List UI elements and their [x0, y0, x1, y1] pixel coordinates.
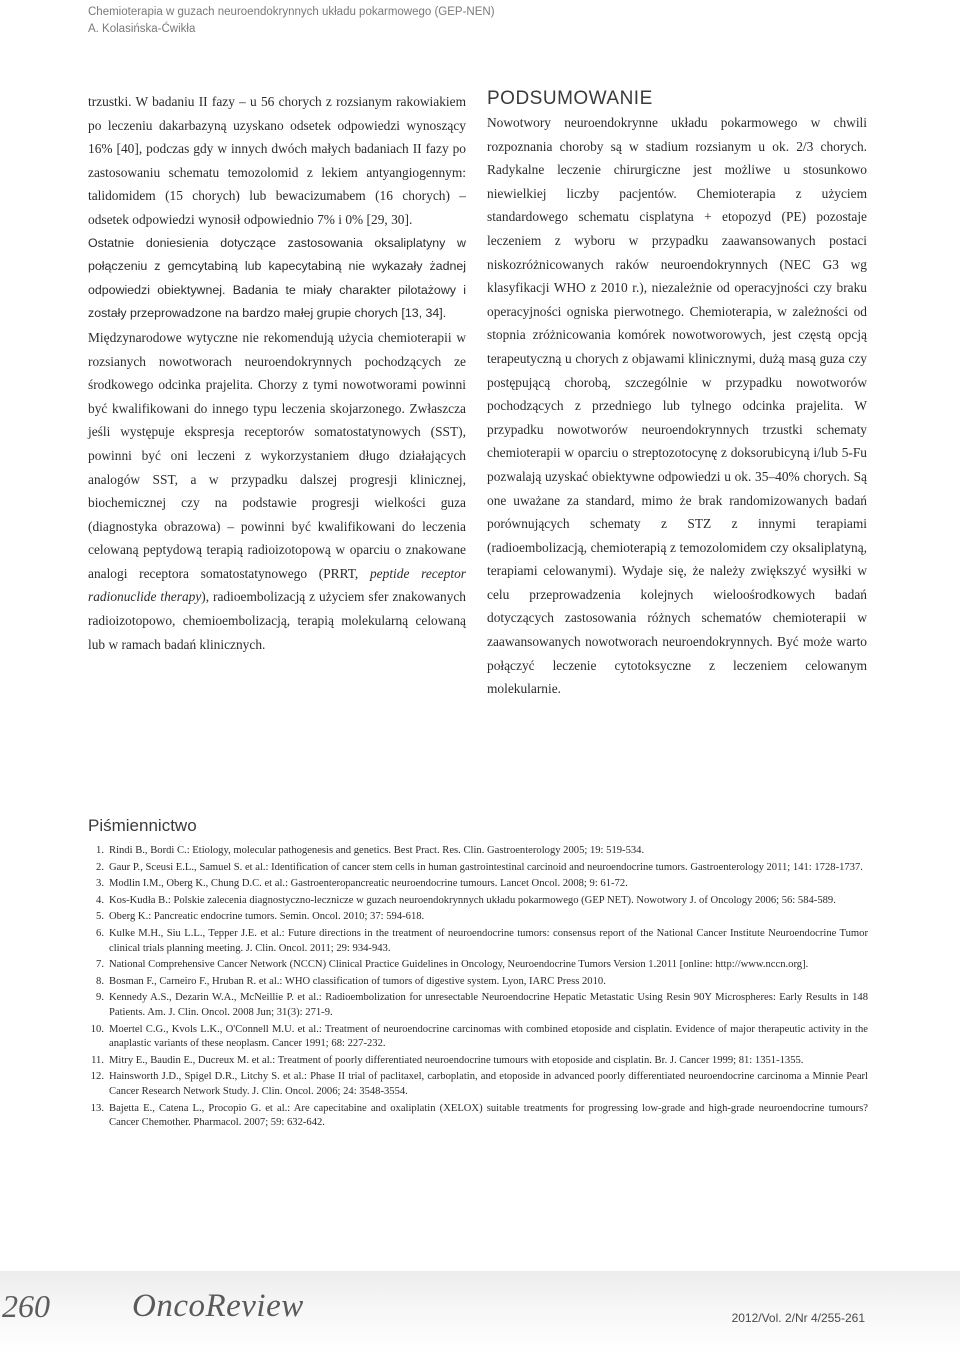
reference-number: 5.	[96, 911, 104, 923]
reference-number: 4.	[96, 894, 104, 906]
reference-text: Kulke M.H., Siu L.L., Tepper J.E. et al.: Future directions in the treatment of neuroendocrine tumors: consensus report of the National Cancer Institute Neuroendocrine Tumor clinical trials planning meeting. J. Clin. Oncol. 2011; 29: 934-943.	[109, 927, 868, 954]
reference-number: 13.	[90, 1102, 104, 1114]
reference-number: 6.	[96, 927, 104, 939]
reference-text: Kos-Kudła B.: Polskie zalecenia diagnostyczno-lecznicze w guzach neuroendokrynnych układu pokarmowego (GEP NET). Nowotwory J. of Oncology 2006; 56: 584-589.	[109, 894, 836, 906]
reference-text: Rindi B., Bordi C.: Etiology, molecular pathogenesis and genetics. Best Pract. Res. Clin. Gastroenterology 2005; 19: 519-534.	[109, 845, 645, 856]
left-column	[88, 90, 466, 656]
reference-number: 9.	[96, 992, 104, 1004]
references-section	[88, 814, 868, 1133]
reference-text: Bajetta E., Catena L., Procopio G. et al.: Are capecitabine and oxaliplatin (XELOX) suitable treatments for progressing low-grade and high-grade neuroendocrine tumours? Cancer Chemother. Pharmacol. 2007; 59: 632-642.	[109, 1102, 868, 1129]
summary-heading: PODSUMOWANIE	[487, 88, 653, 109]
page-number: 260	[2, 1288, 50, 1324]
reference-text: Kennedy A.S., Dezarin W.A., McNeillie P. et al.: Radioembolization for unresectable Neuroendocrine Hepatic Metastatic Using Resin 90Y Microspheres: Early Results in 148 Patients. Am. J. Clin. Oncol. 2008 Jun; 31(3): 271-9.	[109, 992, 868, 1018]
reference-item	[88, 975, 868, 990]
reference-number: 3.	[96, 878, 104, 890]
reference-item	[88, 910, 868, 925]
left-paragraph-3-end: ), radioembolizacją z użyciem sfer znakowanych radioizotopowo, chemioembolizacją, terapią molekularną celowaną lub w ramach badań klinicznych.	[88, 589, 466, 652]
reference-item	[88, 1070, 868, 1099]
header-author: A. Kolasińska-Ćwikła	[88, 23, 196, 35]
reference-text: Modlin I.M., Oberg K., Chung D.C. et al.: Gastroenteropancreatic neuroendocrine tumours. Lancet Oncol. 2008; 9: 61-72.	[109, 878, 628, 890]
reference-item	[88, 991, 868, 1020]
reference-item	[88, 1054, 868, 1069]
reference-text: Mitry E., Baudin E., Ducreux M. et al.: Treatment of poorly differentiated neuroendocrine tumours with etoposide and cisplatin. Br. J. Cancer 1999; 81: 1351-1355.	[109, 1054, 804, 1066]
left-paragraph-2: Ostatnie doniesienia dotyczące zastosowania oksaliplatyny w połączeniu z gemcytabiną lub kapecytabiną nie wykazały żadnej odpowiedzi obiektywnej. Badania te miały charakter pilotażowy i zostały przeprowadzone na bardzo małej grupie chorych [13, 34].	[88, 235, 466, 321]
reference-item	[88, 1023, 868, 1052]
reference-number: 12.	[90, 1071, 104, 1083]
reference-item	[88, 958, 868, 973]
reference-number: 1.	[96, 845, 104, 856]
reference-number: 2.	[96, 861, 104, 873]
references-heading: Piśmiennictwo	[88, 816, 197, 835]
summary-paragraph: Nowotwory neuroendokrynne układu pokarmowego w chwili rozpoznania choroby są w stadium rozsianym u ok. 2/3 chorych. Radykalne leczenie chirurgiczne jest możliwe u stosunkowo niewielkiej liczby pacjentów. Chemioterapia z użyciem standardowego schematu cisplatyna + etopozyd (PE) pozostaje leczeniem z wyboru w przypadku zaawansowanych postaci niskozróżnicowanych raków neuroendokrynnych (NEC G3 wg klasyfikacji WHO z 2010 r.), niezależnie od operacyjności czy braku operacyjności ogniska pierwotnego. Chemioterapia, w zależności od stopnia zróżnicowania komórek nowotworowych, jest częstą opcją terapeutyczną u chorych z objawami klinicznymi, dużą masą guza czy postępującą chorobą, szczególnie w przypadku nowotworów pochodzących z przedniego lub tylnego odcinka prajelita. W przypadku nowotworów neuroendokrynnych trzustki schematy chemioterapii w oparciu o streptozotocynę z doksorubicyną i/lub 5-Fu pozwalają uzyskać obiektywne odpowiedzi u ok. 35–40% chorych. Są one uważane za standard, mimo że brak randomizowanych badań porównujących schematy z STZ z innymi terapiami (radioembolizacją, chemioterapią z temozolomidem czy oksaliplatyną, terapiami celowanymi). Wydaje się, że należy zwiększyć wysiłki w celu przeprowadzenia kolejnych wieloośrodkowych badań dotyczących zastosowania różnych schematów chemioterapii w zaawansowanych nowotworach neuroendokrynnych. Być może warto połączyć leczenie cytotoksyczne z leczeniem celowanym molekularnie.	[487, 115, 867, 697]
references-list	[88, 844, 868, 1131]
reference-number: 11.	[91, 1054, 104, 1066]
reference-text: Gaur P., Sceusi E.L., Samuel S. et al.: Identification of cancer stem cells in human gastrointestinal carcinoid and neuroendocrine tumors. Gastroenterology 2011; 141: 1728-1737.	[109, 861, 863, 873]
left-paragraph-3-start: Międzynarodowe wytyczne nie rekomendują użycia chemioterapii w rozsianych nowotworach neuroendokrynnych pochodzących ze środkowego odcinka prajelita. Chorzy z tymi nowotworami powinni być kwalifikowani do innego typu leczenia skojarzonego. Zwłaszcza jeśli występuje ekspresja receptorów somatostatynowych (SST), powinni być oni leczeni z wykorzystaniem długo działających analogów SST, a w przypadku dalszej progresji klinicznej, biochemicznej czy na podstawie progresji wielkości guza (diagnostyka obrazowa) – powinni być kwalifikowani do leczenia celowaną peptydową terapią radioizotopową w oparciu o znakowane analogi receptora somatostatynowego (PRRT,	[88, 329, 466, 581]
reference-number: 7.	[96, 959, 104, 971]
reference-item	[88, 927, 868, 956]
reference-number: 10.	[90, 1023, 104, 1035]
left-paragraph-1: trzustki. W badaniu II fazy – u 56 chorych z rozsianym rakowiakiem po leczeniu dakarbazyną uzyskano odsetek odpowiedzi wynoszący 16% [40], podczas gdy w innych dwóch małych badaniach II fazy po zastosowaniu schematu temozolomid z lekiem antyangiogennym: talidomidem (15 chorych) lub bewacizumabem (16 chorych) – odsetek odpowiedzi wynosił odpowiednio 7% i 0% [29, 30].	[88, 94, 466, 227]
reference-item	[88, 844, 868, 859]
reference-number: 8.	[96, 975, 104, 987]
reference-item	[88, 861, 868, 876]
reference-text: Moertel C.G., Kvols L.K., O'Connell M.U. et al.: Treatment of neuroendocrine carcinomas with combined etoposide and cisplatin. Evidence of major therapeutic activity in the anaplastic variants of these neoplasm. Cancer 1991; 68: 227-232.	[109, 1023, 868, 1050]
reference-text: Bosman F., Carneiro F., Hruban R. et al.: WHO classification of tumors of digestive system. Lyon, IARC Press 2010.	[109, 975, 606, 987]
running-header	[88, 4, 495, 38]
right-column	[487, 87, 867, 701]
reference-text: Hainsworth J.D., Spigel D.R., Litchy S. et al.: Phase II trial of paclitaxel, carboplatin, and etoposide in advanced poorly differentiated neuroendocrine carcinoma a Minnie Pearl Cancer Research Network Study. J. Clin. Oncol. 2006; 24: 3548-3554.	[109, 1071, 868, 1097]
header-title: Chemioterapia w guzach neuroendokrynnych układu pokarmowego (GEP-NEN)	[88, 6, 495, 18]
reference-text: Oberg K.: Pancreatic endocrine tumors. Semin. Oncol. 2010; 37: 594-618.	[109, 911, 425, 923]
reference-item	[88, 894, 868, 909]
reference-text: National Comprehensive Cancer Network (NCCN) Clinical Practice Guidelines in Oncology, Neuroendocrine Tumors Version 1.2011 [online: http://www.nccn.org].	[109, 959, 809, 971]
reference-item	[88, 1102, 868, 1131]
left-paragraph-3	[88, 326, 466, 656]
issue-info: 2012/Vol. 2/Nr 4/255-261	[731, 1311, 865, 1325]
left-paragraph-3-italic: peptide receptor radionuclide therapy	[88, 565, 466, 605]
reference-item	[88, 877, 868, 892]
journal-logo: OncoReview	[132, 1288, 304, 1324]
